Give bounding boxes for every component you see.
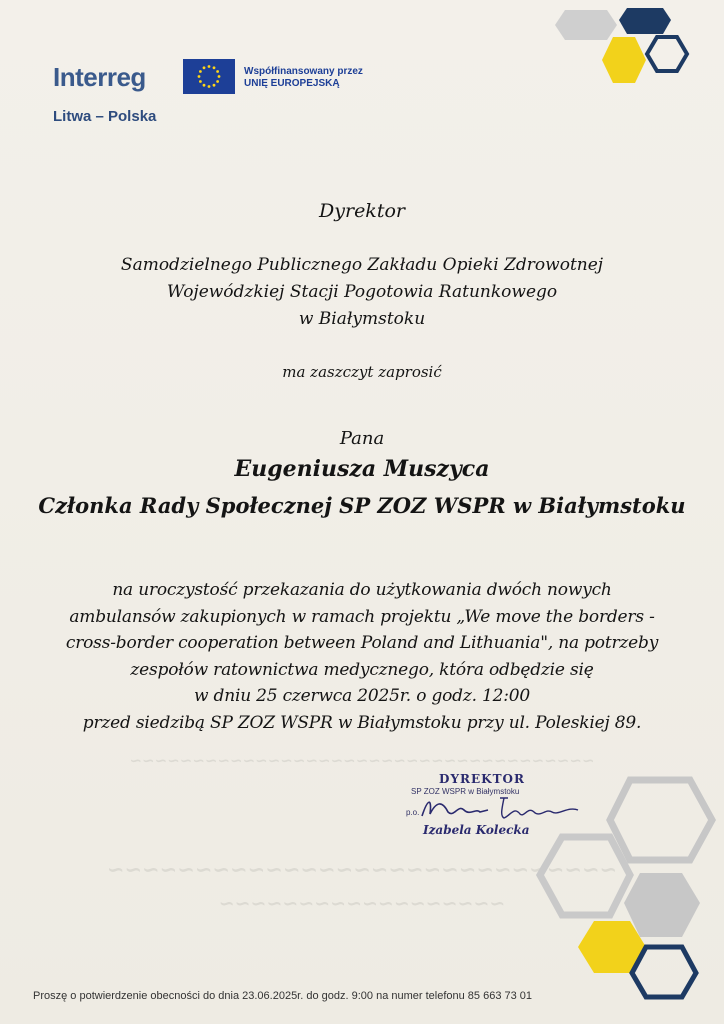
rsvp-note: Proszę o potwierdzenie obecności do dnia 23.06.2025r. do godz. 9:00 na numer telefonu 85 663 73 01 <box>33 990 533 1002</box>
organization-line: Samodzielnego Publicznego Zakładu Opieki Zdrowotnej <box>120 255 604 275</box>
signature-subtitle: SP ZOZ WSPR w Białymstoku <box>411 787 520 796</box>
guest-role: Członka Rady Społecznej SP ZOZ WSPR w Białymstoku <box>38 493 686 518</box>
message-line: przed siedzibą SP ZOZ WSPR w Białymstoku przy ul. Poleskiej 89. <box>82 712 642 733</box>
eu-flag-icon <box>183 59 235 94</box>
organization-line: Wojewódzkiej Stacji Pogotowia Ratunkowego <box>166 282 558 302</box>
message-line: cross-border cooperation between Poland and Lithuania", na potrzeby <box>65 633 659 653</box>
salutation: Pana <box>339 428 385 449</box>
bottom-hexagon-decoration-icon <box>530 775 720 1005</box>
message-line: w dniu 25 czerwca 2025r. o godz. 12:00 <box>193 686 530 706</box>
eu-cofinancing-line1: Współfinansowany przez <box>244 66 363 77</box>
message-line: zespołów ratownictwa medycznego, która odbędzie się <box>130 659 594 680</box>
organization-name <box>0 252 724 333</box>
interreg-logo-text: Interreg <box>53 62 146 92</box>
invitation-title: Dyrektor <box>319 200 405 222</box>
invite-phrase: ma zaszczyt zaprosić <box>282 363 442 381</box>
program-subtitle: Litwa – Polska <box>53 108 157 125</box>
bleed-through-text: ~~~~~~~~~~~~~~~~~~~~~~~~~~~~~ <box>106 858 618 883</box>
organization-line: w Białymstoku <box>298 309 426 329</box>
message-line: na uroczystość przekazania do użytkowania dwóch nowych <box>112 580 612 600</box>
eu-cofinancing-line2: UNIĘ EUROPEJSKĄ <box>244 78 340 89</box>
invitation-message <box>0 577 724 736</box>
message-line: ambulansów zakupionych w ramach projektu „We move the borders - <box>69 606 655 627</box>
signature-title: DYREKTOR <box>439 772 525 786</box>
signatory-name: Izabela Kolecka <box>423 823 530 837</box>
eu-cofinancing-label <box>244 66 363 90</box>
bleed-through-text: ~~~~~~~~~~~~~~~~~~ <box>218 893 506 915</box>
top-hexagon-decoration-icon <box>555 5 695 90</box>
guest-name: Eugeniusza Muszyca <box>234 456 490 482</box>
bleed-through-text: ~~~~~~~~~~~~~~~~~~~~~~~~~~~~~~~~~~~~~ <box>129 752 595 770</box>
signature-prefix: p.o. <box>406 808 420 817</box>
